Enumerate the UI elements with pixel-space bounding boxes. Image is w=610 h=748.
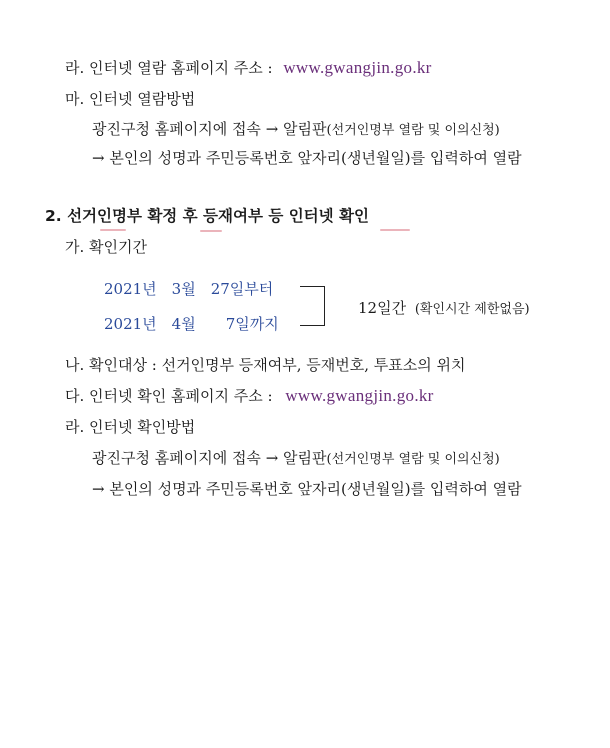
view-method-step2: → 본인의 성명과 주민등록번호 앞자리(생년월일)를 입력하여 열람 (92, 149, 522, 167)
check-method-step1-paren: (선거인명부 열람 및 이의신청) (326, 452, 500, 467)
view-homepage-address-line (65, 58, 432, 78)
section2-heading: 2. 선거인명부 확정 후 등재여부 등 인터넷 확인 (45, 207, 369, 225)
period-end: 2021년 4월 7일까지 (104, 315, 279, 333)
period-bracket (300, 286, 325, 326)
view-method-label: 마. 인터넷 열람방법 (65, 90, 196, 108)
check-homepage-address-line (65, 386, 434, 406)
view-homepage-url-link[interactable]: www.gwangjin.go.kr (283, 58, 432, 77)
period-start: 2021년 3월 27일부터 (104, 280, 274, 298)
duration-note: (확인시간 제한없음) (414, 302, 530, 317)
check-target-line: 나. 확인대상 : 선거인명부 등재여부, 등재번호, 투표소의 위치 (65, 356, 466, 374)
scan-mark (100, 229, 126, 231)
scan-mark (200, 230, 222, 232)
check-method-step1 (92, 448, 500, 470)
check-method-step2: → 본인의 성명과 주민등록번호 앞자리(생년월일)를 입력하여 열람 (92, 480, 522, 498)
check-method-step1-main: 광진구청 홈페이지에 접속 → 알림판 (92, 449, 327, 467)
check-period-label: 가. 확인기간 (65, 238, 147, 256)
view-homepage-address-label: 라. 인터넷 열람 홈페이지 주소 : (65, 59, 273, 77)
scan-mark (380, 229, 410, 231)
check-homepage-address-label: 다. 인터넷 확인 홈페이지 주소 : (65, 387, 273, 405)
view-method-step1 (92, 119, 500, 141)
duration-value: 12일간 (358, 299, 407, 317)
view-method-step1-paren: (선거인명부 열람 및 이의신청) (326, 123, 500, 138)
view-method-step1-main: 광진구청 홈페이지에 접속 → 알림판 (92, 120, 327, 138)
period-duration (358, 298, 530, 320)
check-homepage-url-link[interactable]: www.gwangjin.go.kr (285, 386, 434, 405)
check-method-label: 라. 인터넷 확인방법 (65, 418, 196, 436)
